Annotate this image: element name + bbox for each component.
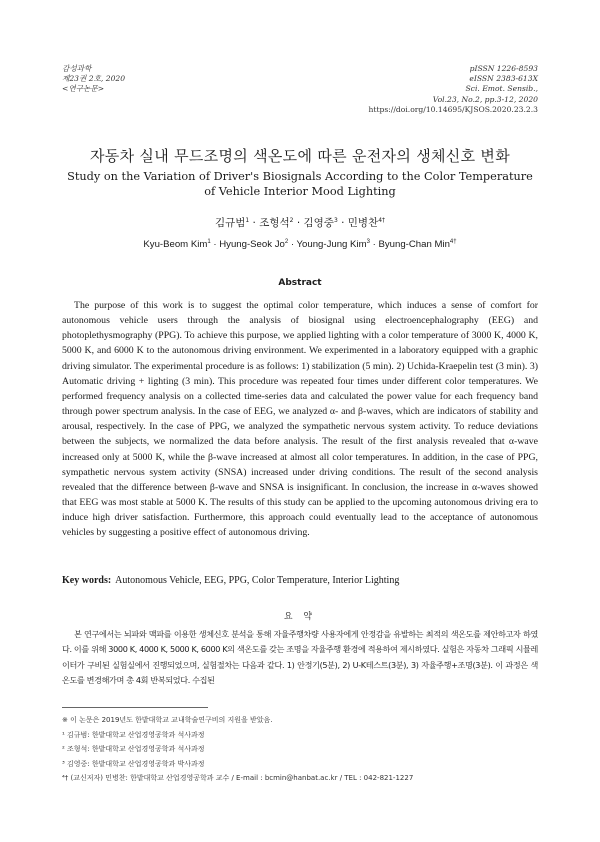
paper-title-english-line1: Study on the Variation of Driver's Biosignals According to the Color Temperature xyxy=(67,170,533,183)
author-name: 민병찬 xyxy=(347,217,379,229)
author-separator: · xyxy=(369,239,379,250)
footnote-author-2: ² 조형석: 한밭대학교 산업경영공학과 석사과정 xyxy=(62,745,205,754)
author-affiliation-mark: 1 xyxy=(207,239,211,245)
author-affiliation-mark: 2 xyxy=(289,217,294,224)
author-affiliation-mark: 3 xyxy=(366,239,370,245)
volume-pages: Vol.23, No.2, pp.3-12, 2020 xyxy=(432,94,538,104)
doi-link[interactable]: https://doi.org/10.14695/KJSOS.2020.23.2.3 xyxy=(368,104,538,114)
author-affiliation-mark: 4† xyxy=(378,217,386,224)
pissn: pISSN 1226-8593 xyxy=(469,64,538,73)
keywords-value: Autonomous Vehicle, EEG, PPG, Color Temperature, Interior Lighting xyxy=(115,575,400,586)
journal-header-left xyxy=(62,64,125,95)
author-name: 조형석 xyxy=(259,217,290,229)
author-list-korean xyxy=(0,215,600,230)
footnotes xyxy=(62,713,538,786)
author-affiliation-mark: 4† xyxy=(449,239,457,245)
journal-abbrev: Sci. Emot. Sensib., xyxy=(465,84,538,94)
article-type-ko: <연구논문> xyxy=(62,84,105,94)
footnote-divider xyxy=(62,707,208,708)
author-separator: · xyxy=(210,239,220,250)
keywords xyxy=(62,575,538,586)
author-name: Byung-Chan Min xyxy=(378,239,450,250)
author-name: Hyung-Seok Jo xyxy=(219,239,285,250)
footnote-author-3: ³ 김영중: 한밭대학교 산업경영공학과 박사과정 xyxy=(62,759,205,768)
abstract-text: The purpose of this work is to suggest the optimal color temperature, which induces a sense of comfort for autonomous vehicle users through the analysis of biosignal using electroencephalography (EEG) and photoplethysmography (PPG). To achieve this purpose, we applied lighting with a color temperature of 3000 K, 4000 K, 5000 K, and 6000 K to the autonomous driving environment. We experimented in a laboratory equipped with a graphic driving simulator. The experimental procedure is as follows: 1) stabilization (5 min). 2) Uchida-Kraepelin test (3 min). 3) Automatic driving + lighting (3 min). This procedure was repeated four times under different color temperatures. We performed frequency analysis on a collected time-series data and calculated the power value for each frequency band through power spectrum analysis. In the case of EEG, we analyzed α- and β-waves, which are indicators of stability and arousal, respectively. In the case of PPG, we analyzed the sympathetic nervous system activity. To reduce deviations between the subjects, we normalized the data before analysis. The result of the first analysis revealed that α-wave increased only at 5000 K, while the β-wave increased at almost all color temperatures. In addition, in the case of PPG, sympathetic nervous system activity (SNSA) increased under driving conditions. The result of the second analysis revealed that the difference between β-wave and SNSA is insignificant. In conclusion, the increase in α-waves showed that EEG was most stable at 5000 K. The results of this study can be applied to the upcoming autonomous driving era to induce high driver satisfaction. Furthermore, this approach could eventually lead to the acceptance of autonomous vehicles by suggesting a positive effect of autonomous driving. xyxy=(62,300,538,539)
author-name: 김규범 xyxy=(214,217,246,229)
journal-name-ko: 감성과학 xyxy=(62,64,92,73)
author-name: Young-Jung Kim xyxy=(296,239,367,250)
footnote-funding: ※ 이 논문은 2019년도 한밭대학교 교내학술연구비의 지원을 받았음. xyxy=(62,716,273,724)
korean-abstract-heading: 요 약 xyxy=(283,612,317,622)
abstract-heading: Abstract xyxy=(278,278,322,288)
author-affiliation-mark: 3 xyxy=(333,217,338,224)
author-list-english xyxy=(0,239,600,250)
korean-abstract-text: 본 연구에서는 뇌파와 맥파를 이용한 생체신호 분석을 통해 자율주행차량 사용자에게 안정감을 유발하는 최적의 색온도를 제안하고자 하였다. 이를 위해 3000 K, 4000 K, 5000 K, 6000 K의 색온도를 갖는 조명을 자율주행 환경에 적용하여 제시하였다. 실험은 자동차 그래픽 시뮬레이터가 구비된 실험실에서 진행되었으며, 실험절차는 다음과 같다. 1) 안정기(5분), 2) U-K테스트(3분), 3) 자율주행+조명(3분). 이 과정은 색온도를 변경해가며 총 4회 반복되었다. 수집된 xyxy=(62,629,538,685)
author-separator: · xyxy=(293,217,304,229)
author-separator: · xyxy=(249,217,260,229)
keywords-label: Key words: xyxy=(62,575,112,586)
paper-title-english-line2: of Vehicle Interior Mood Lighting xyxy=(204,185,396,198)
author-name: 김영중 xyxy=(303,217,334,229)
footnote-author-1: ¹ 김규범: 한밭대학교 산업경영공학과 석사과정 xyxy=(62,730,205,739)
author-affiliation-mark: 2 xyxy=(284,239,289,245)
author-affiliation-mark: 1 xyxy=(245,217,250,224)
paper-title-korean: 자동차 실내 무드조명의 색온도에 따른 운전자의 생체신호 변화 xyxy=(89,147,511,165)
eissn: eISSN 2383-613X xyxy=(469,74,538,84)
author-separator: · xyxy=(288,239,297,250)
footnote-corresponding-author: ⁴† (교신저자) 민병찬: 한밭대학교 산업경영공학과 교수 / E-mail : bcmin@hanbat.ac.kr / TEL : 042-821-1227 xyxy=(62,774,414,783)
journal-volume-ko: 제23권 2호, 2020 xyxy=(62,74,126,84)
author-separator: · xyxy=(337,217,348,229)
journal-header-right xyxy=(369,64,539,115)
paper-title-english xyxy=(0,169,600,199)
author-name: Kyu-Beom Kim xyxy=(143,239,208,250)
